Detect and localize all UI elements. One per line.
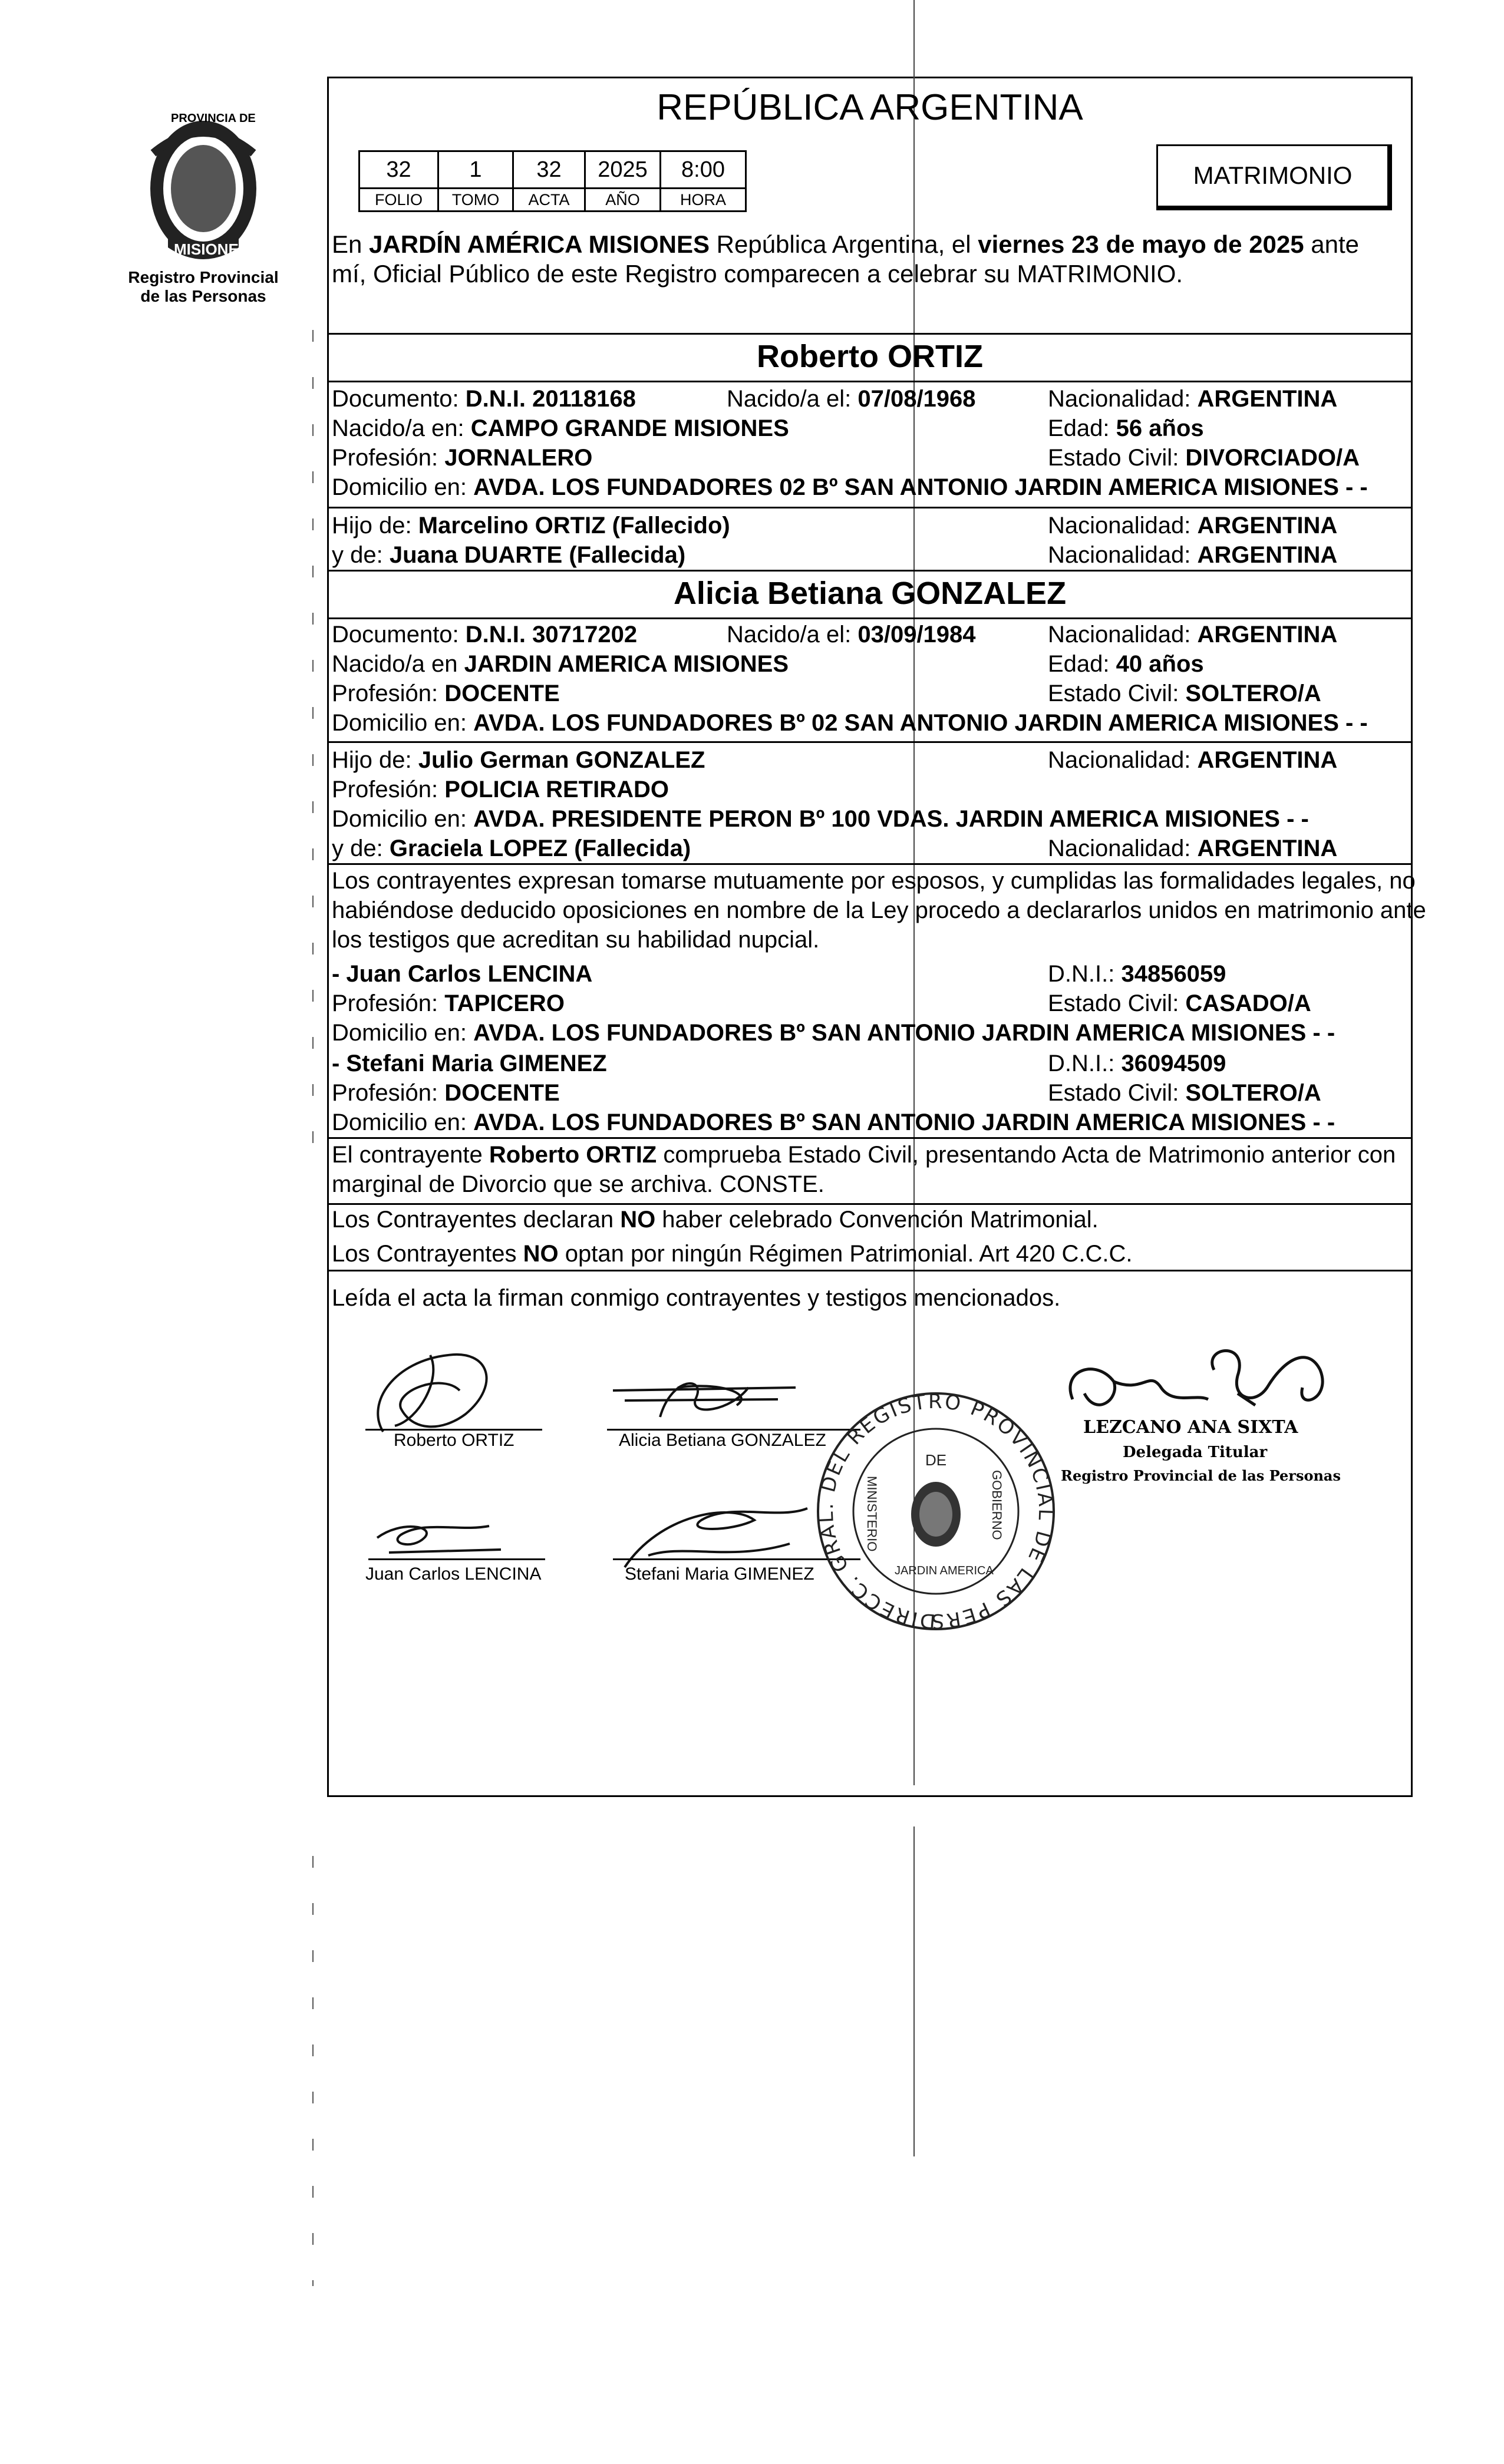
bride-signature-icon bbox=[601, 1364, 813, 1429]
seal-inner-top: DE bbox=[925, 1451, 947, 1469]
groom-nationality: Nacionalidad: ARGENTINA bbox=[1048, 386, 1338, 412]
bride-mother: y de: Graciela LOPEZ (Fallecida) bbox=[332, 835, 691, 861]
bride-father-nationality: Nacionalidad: ARGENTINA bbox=[1048, 747, 1338, 773]
registry-caption: Registro Provincial de las Personas bbox=[128, 268, 279, 305]
signing-note: Leída el acta la firman conmigo contrayentes y testigos mencionados. bbox=[332, 1285, 1061, 1311]
bride-address: Domicilio en: AVDA. LOS FUNDADORES Bº 02 SAN ANTONIO JARDIN AMERICA MISIONES - - bbox=[332, 710, 1368, 736]
intro-line-1: En JARDÍN AMÉRICA MISIONES República Argentina, el viernes 23 de mayo de 2025 ante bbox=[332, 230, 1360, 258]
witness-2-address: Domicilio en: AVDA. LOS FUNDADORES Bº SAN ANTONIO JARDIN AMERICA MISIONES - - bbox=[332, 1109, 1335, 1135]
fold-line-lower bbox=[913, 1826, 915, 2156]
seal-text-icon bbox=[812, 1388, 1060, 1635]
groom-address: Domicilio en: AVDA. LOS FUNDADORES 02 Bº SAN ANTONIO JARDIN AMERICA MISIONES - - bbox=[332, 474, 1368, 500]
witness-2-profession: Profesión: DOCENTE bbox=[332, 1080, 560, 1106]
registry-logo bbox=[121, 106, 286, 265]
bride-name: Alicia Betiana GONZALEZ bbox=[673, 576, 1067, 611]
groom-birthplace: Nacido/a en: CAMPO GRANDE MISIONES bbox=[332, 415, 789, 441]
groom-document: Documento: D.N.I. 20118168 bbox=[332, 386, 636, 412]
declaration-line-3: los testigos que acreditan su habilidad nupcial. bbox=[332, 927, 820, 953]
svg-text:DIRECC. GRAL. DEL REGISTRO PRO bbox=[812, 1388, 1057, 1633]
witness-2-dni: D.N.I.: 36094509 bbox=[1048, 1051, 1226, 1076]
declaration-line-2: habiéndose deducido oposiciones en nombre de la Ley procedo a declararlos unidos en matrimonio ante bbox=[332, 897, 1426, 923]
divider bbox=[327, 863, 1413, 865]
divider bbox=[327, 507, 1413, 508]
bride-birthdate: Nacido/a el: 03/09/1984 bbox=[727, 622, 976, 648]
intro-line-2: mí, Oficial Público de este Registro comparecen a celebrar su MATRIMONIO. bbox=[332, 260, 1183, 288]
seal-bottom: JARDIN AMERICA bbox=[895, 1564, 994, 1577]
divider bbox=[327, 570, 1413, 572]
witness-1-civil-status: Estado Civil: CASADO/A bbox=[1048, 990, 1311, 1016]
seal-inner-left: MINISTERIO bbox=[865, 1476, 879, 1552]
divider bbox=[327, 1270, 1413, 1271]
witness-2-name: - Stefani Maria GIMENEZ bbox=[332, 1051, 607, 1076]
official-office: Registro Provincial de las Personas bbox=[1061, 1467, 1341, 1484]
groom-civil-status: Estado Civil: DIVORCIADO/A bbox=[1048, 445, 1360, 471]
country-title: REPÚBLICA ARGENTINA bbox=[657, 87, 1083, 128]
divider bbox=[327, 1137, 1413, 1139]
logo-ring-bottom: MISIONES bbox=[174, 240, 249, 258]
bride-document: Documento: D.N.I. 30717202 bbox=[332, 622, 638, 648]
folio-labels: FOLIO TOMO ACTA AÑO HORA bbox=[359, 189, 746, 212]
convention-note: Los Contrayentes declaran NO haber celebrado Convención Matrimonial. bbox=[332, 1207, 1099, 1233]
witness-1-profession: Profesión: TAPICERO bbox=[332, 990, 565, 1016]
regime-note: Los Contrayentes NO optan por ningún Régimen Patrimonial. Art 420 C.C.C. bbox=[332, 1241, 1133, 1267]
bride-father: Hijo de: Julio German GONZALEZ bbox=[332, 747, 705, 773]
divorce-note-line-1: El contrayente Roberto ORTIZ comprueba Estado Civil, presentando Acta de Matrimonio anterior con bbox=[332, 1142, 1396, 1168]
seal-ring-text: DIRECC. GRAL. DEL REGISTRO PROVINCIAL DE LAS PERS bbox=[814, 1389, 1058, 1633]
groom-mother: y de: Juana DUARTE (Fallecida) bbox=[332, 542, 686, 568]
bride-father-address: Domicilio en: AVDA. PRESIDENTE PERON Bº 100 VDAS. JARDIN AMERICA MISIONES - - bbox=[332, 806, 1309, 832]
bride-signature-label: Alicia Betiana GONZALEZ bbox=[619, 1431, 826, 1450]
groom-father-nationality: Nacionalidad: ARGENTINA bbox=[1048, 513, 1338, 539]
witness-1-dni: D.N.I.: 34856059 bbox=[1048, 961, 1226, 987]
witness-1-address: Domicilio en: AVDA. LOS FUNDADORES Bº SAN ANTONIO JARDIN AMERICA MISIONES - - bbox=[332, 1020, 1335, 1046]
divider bbox=[327, 333, 1413, 335]
declaration-line-1: Los contrayentes expresan tomarse mutuamente por esposos, y cumplidas las formalidades legales, no bbox=[332, 868, 1416, 894]
witness-2-signature-label: Stefani Maria GIMENEZ bbox=[625, 1564, 814, 1584]
groom-signature-icon bbox=[359, 1337, 548, 1444]
witness-1-name: - Juan Carlos LENCINA bbox=[332, 961, 593, 987]
groom-mother-nationality: Nacionalidad: ARGENTINA bbox=[1048, 542, 1338, 568]
witness-1-signature-line bbox=[368, 1558, 545, 1560]
divider bbox=[327, 741, 1413, 743]
divider bbox=[327, 617, 1413, 619]
bride-mother-nationality: Nacionalidad: ARGENTINA bbox=[1048, 835, 1338, 861]
divorce-note-line-2: marginal de Divorcio que se archiva. CONSTE. bbox=[332, 1171, 824, 1197]
bride-age: Edad: 40 años bbox=[1048, 651, 1204, 677]
groom-name: Roberto ORTIZ bbox=[757, 339, 983, 374]
divider bbox=[327, 381, 1413, 382]
bride-father-profession: Profesión: POLICIA RETIRADO bbox=[332, 777, 669, 802]
folio-values: 32 1 32 2025 8:00 bbox=[359, 151, 746, 189]
official-name: LEZCANO ANA SIXTA bbox=[1083, 1417, 1298, 1438]
bride-birthplace: Nacido/a en JARDIN AMERICA MISIONES bbox=[332, 651, 789, 677]
groom-age: Edad: 56 años bbox=[1048, 415, 1204, 441]
bride-nationality: Nacionalidad: ARGENTINA bbox=[1048, 622, 1338, 648]
official-round-seal bbox=[812, 1388, 1060, 1635]
margin-dash bbox=[312, 330, 314, 1155]
bride-profession: Profesión: DOCENTE bbox=[332, 681, 560, 706]
bride-civil-status: Estado Civil: SOLTERO/A bbox=[1048, 681, 1321, 706]
seal-inner-right: GOBIERNO bbox=[990, 1470, 1004, 1540]
groom-birthdate: Nacido/a el: 07/08/1968 bbox=[727, 386, 976, 412]
groom-signature-label: Roberto ORTIZ bbox=[394, 1431, 514, 1450]
groom-father: Hijo de: Marcelino ORTIZ (Fallecido) bbox=[332, 513, 730, 539]
record-type-box: MATRIMONIO bbox=[1156, 144, 1392, 210]
witness-2-civil-status: Estado Civil: SOLTERO/A bbox=[1048, 1080, 1321, 1106]
official-role: Delegada Titular bbox=[1123, 1444, 1268, 1461]
margin-dash-lower bbox=[312, 1856, 314, 2286]
folio-table bbox=[358, 150, 747, 212]
groom-profession: Profesión: JORNALERO bbox=[332, 445, 593, 471]
witness-1-signature-label: Juan Carlos LENCINA bbox=[365, 1564, 542, 1584]
logo-ring-top: PROVINCIA DE bbox=[171, 112, 256, 125]
